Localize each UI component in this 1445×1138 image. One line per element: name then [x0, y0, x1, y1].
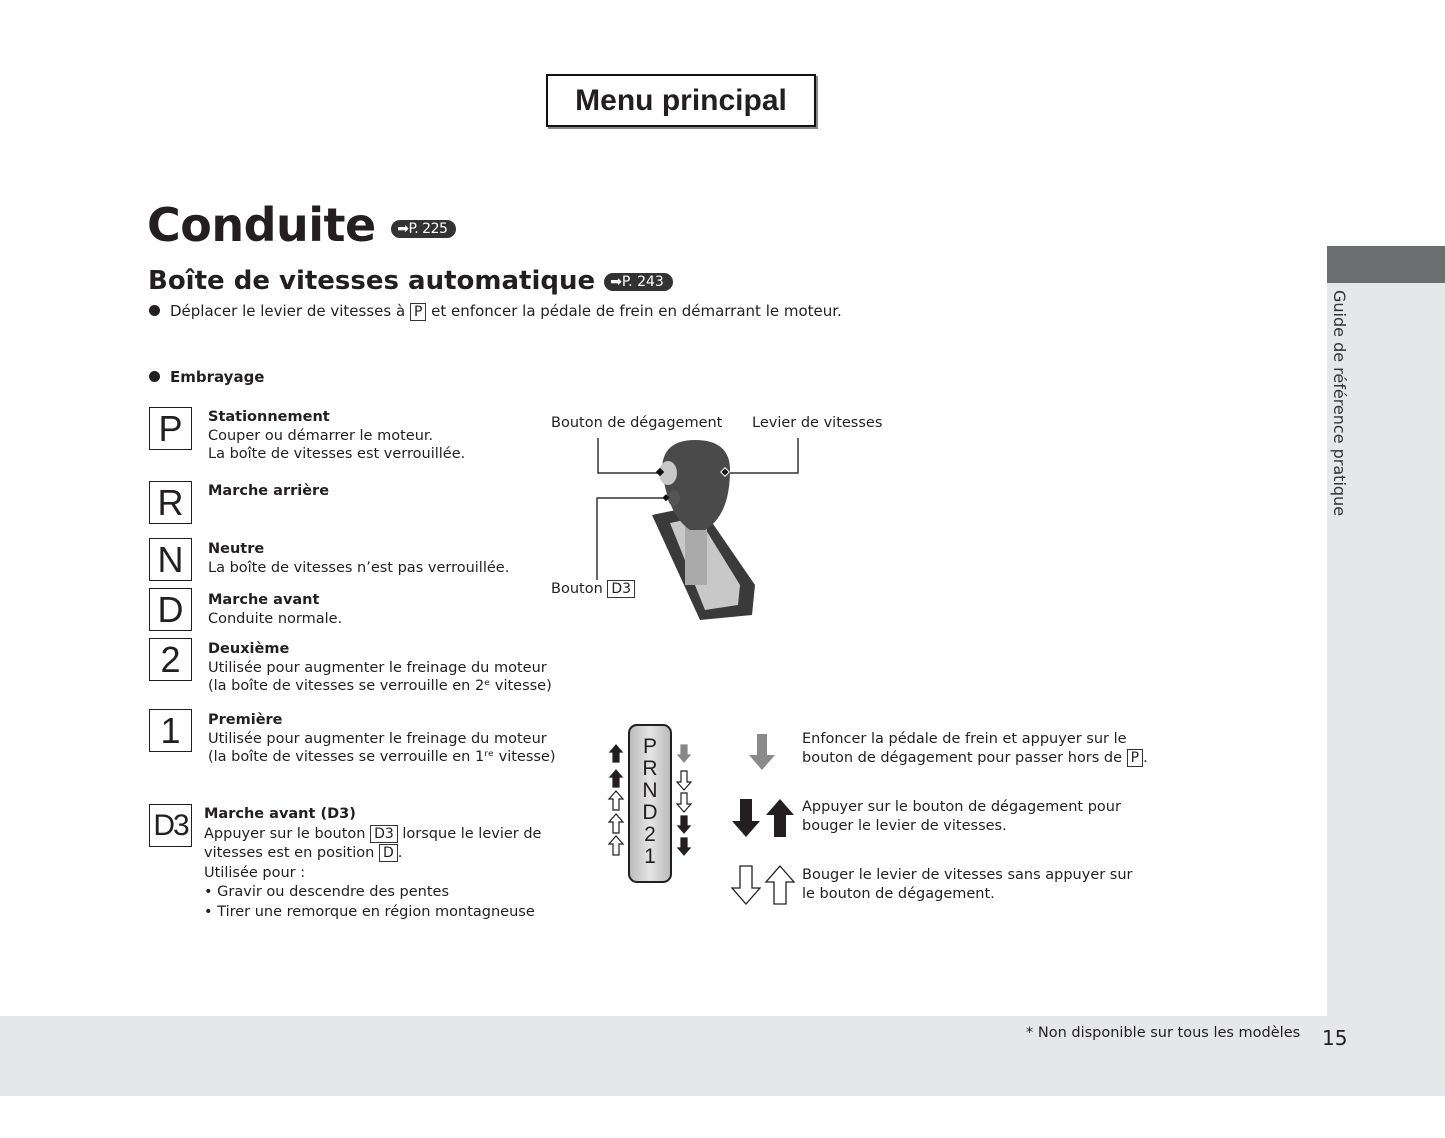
gear-name: Deuxième — [208, 641, 290, 657]
line: (la boîte de vitesses se verrouille en 2ᵉ vitesse) — [208, 678, 552, 694]
gear-symbol-p: P — [149, 407, 192, 450]
legend-gray-arrow — [802, 730, 1148, 767]
main-menu-button[interactable]: Menu principal — [546, 74, 816, 127]
line: La boîte de vitesses est verrouillée. — [208, 446, 466, 462]
gear-desc-d3 — [204, 805, 541, 922]
shift-pattern-gate — [628, 724, 672, 883]
line — [204, 825, 541, 845]
side-tab-label: Guide de référence pratique — [1330, 290, 1349, 517]
gear-symbol-r: R — [149, 481, 192, 524]
intro-bullet — [149, 302, 842, 321]
line: Bouger le levier de vitesses sans appuyer sur — [802, 867, 1133, 883]
line: Enfoncer la pédale de frein et appuyer sur le — [802, 731, 1127, 747]
line: • Gravir ou descendre des pentes — [204, 884, 449, 900]
text: Déplacer le levier de vitesses à — [170, 302, 406, 320]
text: lorsque le levier de — [402, 825, 542, 842]
line: Appuyer sur le bouton de dégagement pour — [802, 799, 1121, 815]
gear-symbol-2: 2 — [149, 638, 192, 681]
line: Conduite normale. — [208, 610, 343, 627]
ref-text: P. 225 — [408, 220, 448, 237]
line: • Tirer une remorque en région montagneuse — [204, 903, 535, 920]
footnote: * Non disponible sur tous les modèles — [1026, 1025, 1301, 1041]
key-box: P — [410, 303, 426, 321]
gear-name: Neutre — [208, 541, 265, 557]
section-title — [148, 266, 673, 296]
gate-2: 2 — [644, 823, 656, 846]
key-box: P — [1127, 749, 1143, 767]
gate-n: N — [642, 779, 658, 802]
text: vitesses est en position — [204, 845, 375, 861]
arrow-down-gray-icon — [678, 745, 690, 762]
key-box: D3 — [607, 580, 635, 598]
release-button-label: Bouton de dégagement — [551, 415, 723, 431]
line: Utilisée pour augmenter le freinage du moteur — [208, 730, 547, 747]
arrow-up-outline-icon — [609, 791, 623, 810]
legend-black-arrows — [802, 798, 1121, 835]
gate-p: P — [642, 735, 657, 758]
subtitle-text: Boîte de vitesses automatique — [148, 266, 596, 296]
arrow-up-outline-icon — [609, 836, 623, 855]
line: La boîte de vitesses n’est pas verrouillée. — [208, 559, 510, 576]
gate-1: 1 — [644, 845, 656, 868]
page-ref-link[interactable]: ➡P. 225 — [391, 220, 456, 238]
key-box: D — [379, 844, 398, 862]
text: Bouton — [551, 581, 603, 597]
gear-desc-2 — [208, 640, 552, 696]
arrow-down-black-icon — [678, 838, 690, 855]
title-text: Conduite — [147, 198, 376, 252]
gear-name: Marche arrière — [208, 483, 330, 499]
arrow-down-gray-icon — [745, 732, 779, 772]
line: Utilisée pour : — [204, 864, 306, 881]
text: et enfoncer la pédale de frein en démarrant le moteur. — [431, 302, 842, 320]
gear-name: Marche avant — [208, 592, 320, 608]
page-title — [147, 198, 456, 252]
gear-desc-r — [208, 482, 329, 501]
arrow-up-outline-icon — [609, 814, 623, 833]
text: bouton de dégagement pour passer hors de — [802, 749, 1123, 766]
gear-symbol-d3: D3 — [149, 804, 192, 847]
key-box: D3 — [370, 825, 398, 843]
arrow-down-outline-icon — [677, 771, 691, 790]
line: vitesses est en position D . — [204, 845, 403, 861]
section-bullet: Embrayage — [149, 368, 264, 386]
arrow-up-black-icon — [610, 770, 622, 787]
legend-outline-arrows — [802, 866, 1133, 903]
arrows-outline-icon — [730, 864, 796, 906]
up-arrows-column — [606, 740, 626, 860]
shift-lever-label: Levier de vitesses — [752, 415, 883, 431]
gear-desc-d — [208, 591, 342, 628]
gear-desc-1 — [208, 711, 556, 767]
line: Couper ou démarrer le moteur. — [208, 427, 434, 444]
gate-d: D — [642, 801, 658, 824]
text: Appuyer sur le bouton — [204, 825, 366, 842]
page-ref-link[interactable]: ➡P. 243 — [604, 273, 673, 291]
gear-symbol-n: N — [149, 538, 192, 581]
gear-desc-n — [208, 540, 509, 577]
gate-r: R — [642, 757, 658, 780]
line: le bouton de dégagement. — [802, 885, 995, 902]
gear-desc-p — [208, 408, 465, 464]
gear-name: Marche avant (D3) — [204, 806, 356, 822]
line: (la boîte de vitesses se verrouille en 1ʳᵉ vitesse) — [208, 749, 556, 765]
side-tab[interactable] — [1327, 246, 1445, 283]
gear-symbol-1: 1 — [149, 709, 192, 752]
gear-name: Stationnement — [208, 409, 330, 425]
ref-text: P. 243 — [621, 273, 664, 290]
arrows-black-icon — [730, 797, 796, 839]
arrow-up-black-icon — [610, 745, 622, 762]
gear-name: Première — [208, 712, 283, 728]
page-number: 15 — [1322, 1026, 1348, 1050]
line: bouton de dégagement pour passer hors de P . — [802, 749, 1148, 766]
line: Utilisée pour augmenter le freinage du moteur — [208, 659, 547, 676]
gear-symbol-d: D — [149, 588, 192, 631]
line: bouger le levier de vitesses. — [802, 817, 1007, 834]
down-arrows-column — [674, 740, 694, 860]
arrow-down-black-icon — [678, 816, 690, 833]
arrow-down-outline-icon — [677, 793, 691, 812]
shift-lever-illustration — [590, 435, 810, 625]
